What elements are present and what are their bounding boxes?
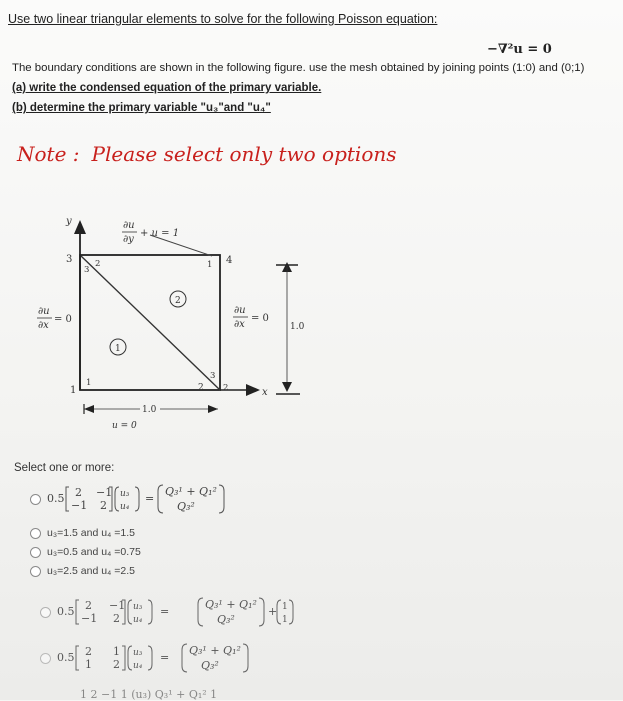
svg-text:Q₃¹ + Q₁²: Q₃¹ + Q₁² (165, 485, 217, 498)
svg-text:−1: −1 (71, 499, 88, 512)
note-text: Please select only two options (91, 142, 397, 166)
svg-text:1: 1 (113, 645, 120, 658)
svg-text:Q₃²: Q₃² (177, 500, 195, 513)
option-6-equation (57, 640, 267, 676)
svg-text:u₄: u₄ (133, 615, 143, 625)
y-axis-arrow (74, 220, 86, 234)
bottom-bc-label: u = 0 (112, 421, 137, 431)
right-bc-rest: = 0 (251, 313, 269, 324)
poisson-equation: −∇²u = 0 (487, 42, 552, 57)
e1-local-3: 3 (84, 265, 90, 275)
svg-text:Q₃¹ + Q₁²: Q₃¹ + Q₁² (189, 644, 241, 657)
node-4: 4 (226, 255, 233, 266)
e2-local-1: 1 (207, 260, 213, 270)
top-bc-den: ∂y (123, 234, 134, 245)
option-4[interactable] (30, 565, 135, 577)
checkbox[interactable] (40, 653, 51, 664)
svg-text:1: 1 (85, 658, 92, 671)
note-label: Note : (17, 142, 80, 166)
question-intro: Use two linear triangular elements to solve for the following Poisson equation: (8, 12, 438, 26)
svg-text:Q₃¹ + Q₁²: Q₃¹ + Q₁² (205, 598, 257, 611)
option-5[interactable] (40, 594, 297, 630)
svg-text:2: 2 (75, 486, 82, 499)
svg-text:2: 2 (85, 645, 92, 658)
checkbox[interactable] (30, 528, 41, 539)
svg-text:u₃: u₃ (133, 648, 143, 658)
svg-text:Q₃²: Q₃² (217, 613, 235, 626)
left-bc-num: ∂u (38, 306, 50, 317)
left-bc-den: ∂x (38, 320, 49, 331)
option-4-text: u₃=2.5 and u₄ =2.5 (47, 565, 135, 577)
x-axis-label: x (262, 387, 268, 398)
option-5-equation (57, 594, 297, 630)
svg-text:u₃: u₃ (120, 489, 130, 499)
element-2-label: 2 (175, 296, 181, 306)
node-2: 2 (198, 383, 204, 393)
svg-text:0.5: 0.5 (57, 651, 75, 664)
e2-local-2: 2 (223, 383, 229, 393)
option-1-equation (47, 481, 257, 517)
boundary-conditions-text: The boundary conditions are shown in the following figure. use the mesh obtained by joining points (1:0) and (0;1) (12, 62, 585, 74)
part-a: (a) write the condensed equation of the primary variable. (12, 82, 322, 94)
svg-text:u₃: u₃ (133, 602, 143, 612)
e2-local-3: 3 (210, 371, 216, 381)
option-6[interactable] (40, 640, 267, 676)
right-bc-num: ∂u (234, 305, 246, 316)
option-2[interactable] (30, 527, 135, 539)
width-label: 1.0 (142, 405, 157, 415)
svg-text:−1: −1 (81, 612, 98, 625)
svg-text:0.5: 0.5 (57, 605, 75, 618)
svg-text:u₄: u₄ (133, 661, 143, 671)
svg-text:=: = (160, 605, 170, 618)
option-7-text: 1 2 −1 1 (u₃) Q₃¹ + Q₁² 1 (80, 688, 218, 701)
mesh-figure (40, 210, 360, 450)
svg-text:=: = (145, 492, 155, 505)
checkbox[interactable] (30, 547, 41, 558)
svg-text:1: 1 (282, 615, 288, 625)
checkbox[interactable] (30, 494, 41, 505)
option-3-text: u₃=0.5 and u₄ =0.75 (47, 546, 141, 558)
x-axis-arrow (246, 384, 260, 396)
svg-text:1: 1 (282, 602, 288, 612)
svg-text:Q₃²: Q₃² (201, 659, 219, 672)
right-bc-den: ∂x (234, 319, 245, 330)
option-2-text: u₃=1.5 and u₄ =1.5 (47, 527, 135, 539)
svg-text:0.5: 0.5 (47, 492, 65, 505)
left-bc-rest: = 0 (54, 314, 72, 325)
svg-text:u₄: u₄ (120, 502, 130, 512)
height-label: 1.0 (290, 322, 305, 332)
diagonal (80, 255, 220, 390)
part-b: (b) determine the primary variable "u₃"and "u₄" (12, 102, 271, 114)
option-3[interactable] (30, 546, 141, 558)
svg-text:2: 2 (85, 599, 92, 612)
top-bc-num: ∂u (123, 220, 135, 231)
svg-text:−1: −1 (96, 486, 113, 499)
select-label: Select one or more: (14, 462, 115, 474)
node-3: 3 (66, 254, 73, 265)
element-1-label: 1 (115, 344, 121, 354)
option-7[interactable] (80, 688, 217, 701)
e1-local-1: 1 (86, 378, 92, 388)
svg-text:−1: −1 (109, 599, 126, 612)
y-axis-label: y (66, 216, 72, 227)
svg-text:=: = (160, 651, 170, 664)
svg-text:2: 2 (113, 612, 120, 625)
option-1[interactable] (30, 481, 257, 517)
top-bc-rest: + u = 1 (140, 228, 180, 239)
e1-local-2: 2 (95, 259, 101, 269)
svg-text:2: 2 (113, 658, 120, 671)
svg-text:2: 2 (100, 499, 107, 512)
checkbox[interactable] (30, 566, 41, 577)
note (17, 142, 397, 166)
checkbox[interactable] (40, 607, 51, 618)
svg-text:+: + (268, 605, 278, 618)
node-1: 1 (70, 385, 77, 396)
